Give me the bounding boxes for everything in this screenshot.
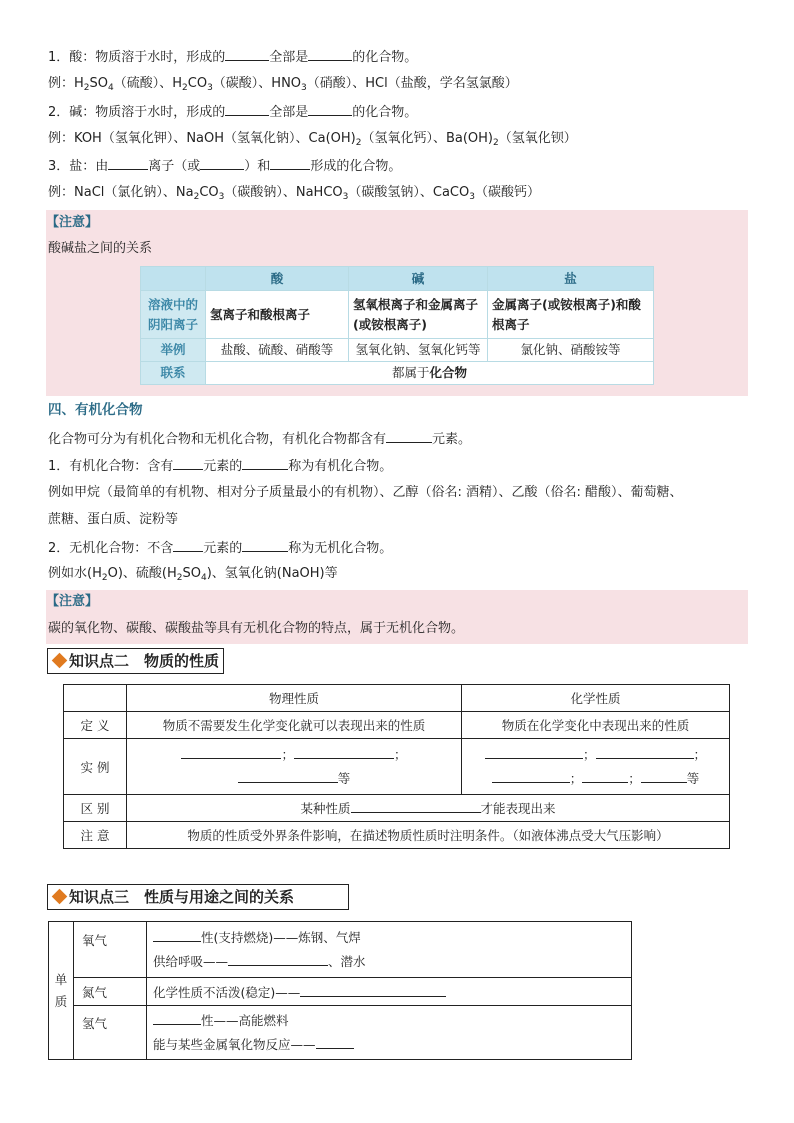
header-chemical: 化学性质 bbox=[462, 685, 730, 712]
table-corner bbox=[64, 685, 127, 712]
note-label: 【注意】 bbox=[46, 215, 99, 230]
row-label-note: 注 意 bbox=[64, 822, 127, 849]
knowledge-point-3-header: 知识点三 性质与用途之间的关系 bbox=[47, 884, 349, 910]
row-label-ions: 溶液中的阴阳离子 bbox=[141, 291, 206, 339]
cell-acid-examples: 盐酸、硫酸、硝酸等 bbox=[206, 339, 349, 362]
organic-definition: 1．有机化合物：含有 元素的 称为有机化合物。 bbox=[48, 459, 393, 474]
properties-table bbox=[63, 684, 730, 849]
section-title-organic: 四、有机化合物 bbox=[48, 402, 143, 418]
cell-acid-ions: 氢离子和酸根离子 bbox=[206, 291, 349, 339]
organic-intro: 化合物可分为有机化合物和无机化合物，有机化合物都含有 元素。 bbox=[48, 432, 472, 447]
note-text: 酸碱盐之间的关系 bbox=[48, 241, 153, 256]
inorganic-definition: 2．无机化合物：不含 元素的 称为无机化合物。 bbox=[48, 541, 393, 556]
base-examples: 例：KOH（氢氧化钾）、NaOH（氢氧化钠）、$Ca(OH)_2$（氢氧化钙）、$Ba(OH)_2$（氢氧化钡） bbox=[48, 131, 577, 148]
physical-examples: ； ； 等 bbox=[127, 739, 462, 795]
cell-salt-examples: 氯化钠、硝酸铵等 bbox=[488, 339, 654, 362]
table-corner bbox=[141, 267, 206, 291]
acid-examples: 例：$H_2SO_4$（硫酸）、$H_2CO_3$（碳酸）、$HNO_3$（硝酸）、HCl（盐酸，学名氢氯酸） bbox=[48, 76, 518, 93]
acid-base-salt-table bbox=[140, 266, 654, 385]
salt-examples: 例：NaCl（氯化钠）、$Na_2CO_3$（碳酸钠）、NaHCO$_3$（碳酸氢钠）、CaCO$_3$（碳酸钙） bbox=[48, 185, 540, 202]
physical-definition: 物质不需要发生化学变化就可以表现出来的性质 bbox=[127, 712, 462, 739]
chemical-definition: 物质在化学变化中表现出来的性质 bbox=[462, 712, 730, 739]
salt-definition: 3．盐：由 离子（或 ）和 形成的化合物。 bbox=[48, 159, 402, 174]
row-label-definition: 定 义 bbox=[64, 712, 127, 739]
nitrogen-uses: 化学性质不活泼(稳定)—— bbox=[147, 978, 632, 1006]
label-nitrogen: 氮气 bbox=[74, 978, 147, 1006]
oxygen-uses: 性(支持燃烧)——炼钢、气焊 供给呼吸—— 、潜水 bbox=[147, 922, 632, 978]
header-acid: 酸 bbox=[206, 267, 349, 291]
header-base: 碱 bbox=[349, 267, 488, 291]
difference-cell: 某种性质 才能表现出来 bbox=[127, 795, 730, 822]
note-cell: 物质的性质受外界条件影响，在描述物质性质时注明条件。（如液体沸点受大气压影响） bbox=[127, 822, 730, 849]
group-label-elements: 单质 bbox=[49, 922, 74, 1060]
row-label-examples: 实 例 bbox=[64, 739, 127, 795]
hydrogen-uses: 性——高能燃料 能与某些金属氧化物反应—— bbox=[147, 1006, 632, 1060]
knowledge-point-2-header: 知识点二 物质的性质 bbox=[47, 648, 224, 674]
organic-examples-line2: 蔗糖、蛋白质、淀粉等 bbox=[48, 512, 179, 527]
acid-definition: 1．酸：物质溶于水时，形成的 全部是 的化合物。 bbox=[48, 50, 418, 65]
cell-base-ions: 氢氧根离子和金属离子(或铵根离子) bbox=[349, 291, 488, 339]
header-salt: 盐 bbox=[488, 267, 654, 291]
diamond-icon bbox=[52, 653, 68, 669]
note-text: 碳的氧化物、碳酸、碳酸盐等具有无机化合物的特点，属于无机化合物。 bbox=[48, 621, 465, 636]
note-label: 【注意】 bbox=[46, 594, 99, 609]
cell-relation: 都属于化合物 bbox=[206, 362, 654, 385]
header-physical: 物理性质 bbox=[127, 685, 462, 712]
organic-examples-line1: 例如甲烷（最简单的有机物、相对分子质量最小的有机物）、乙醇（俗名: 酒精）、乙酸（俗名: 醋酸）、葡萄糖、 bbox=[48, 485, 683, 500]
cell-base-examples: 氢氧化钠、氢氧化钙等 bbox=[349, 339, 488, 362]
label-oxygen: 氧气 bbox=[74, 922, 147, 978]
row-label-difference: 区 别 bbox=[64, 795, 127, 822]
row-label-relation: 联系 bbox=[141, 362, 206, 385]
base-definition: 2．碱：物质溶于水时，形成的 全部是 的化合物。 bbox=[48, 105, 418, 120]
row-label-examples: 举例 bbox=[141, 339, 206, 362]
label-hydrogen: 氢气 bbox=[74, 1006, 147, 1060]
chemical-examples: ； ； ； ； 等 bbox=[462, 739, 730, 795]
diamond-icon bbox=[52, 889, 68, 905]
uses-table bbox=[48, 921, 632, 1060]
inorganic-examples: 例如水$(H_2O)$、硫酸$(H_2SO_4)$、氢氧化钠(NaOH)等 bbox=[48, 566, 338, 583]
cell-salt-ions: 金属离子(或铵根离子)和酸根离子 bbox=[488, 291, 654, 339]
